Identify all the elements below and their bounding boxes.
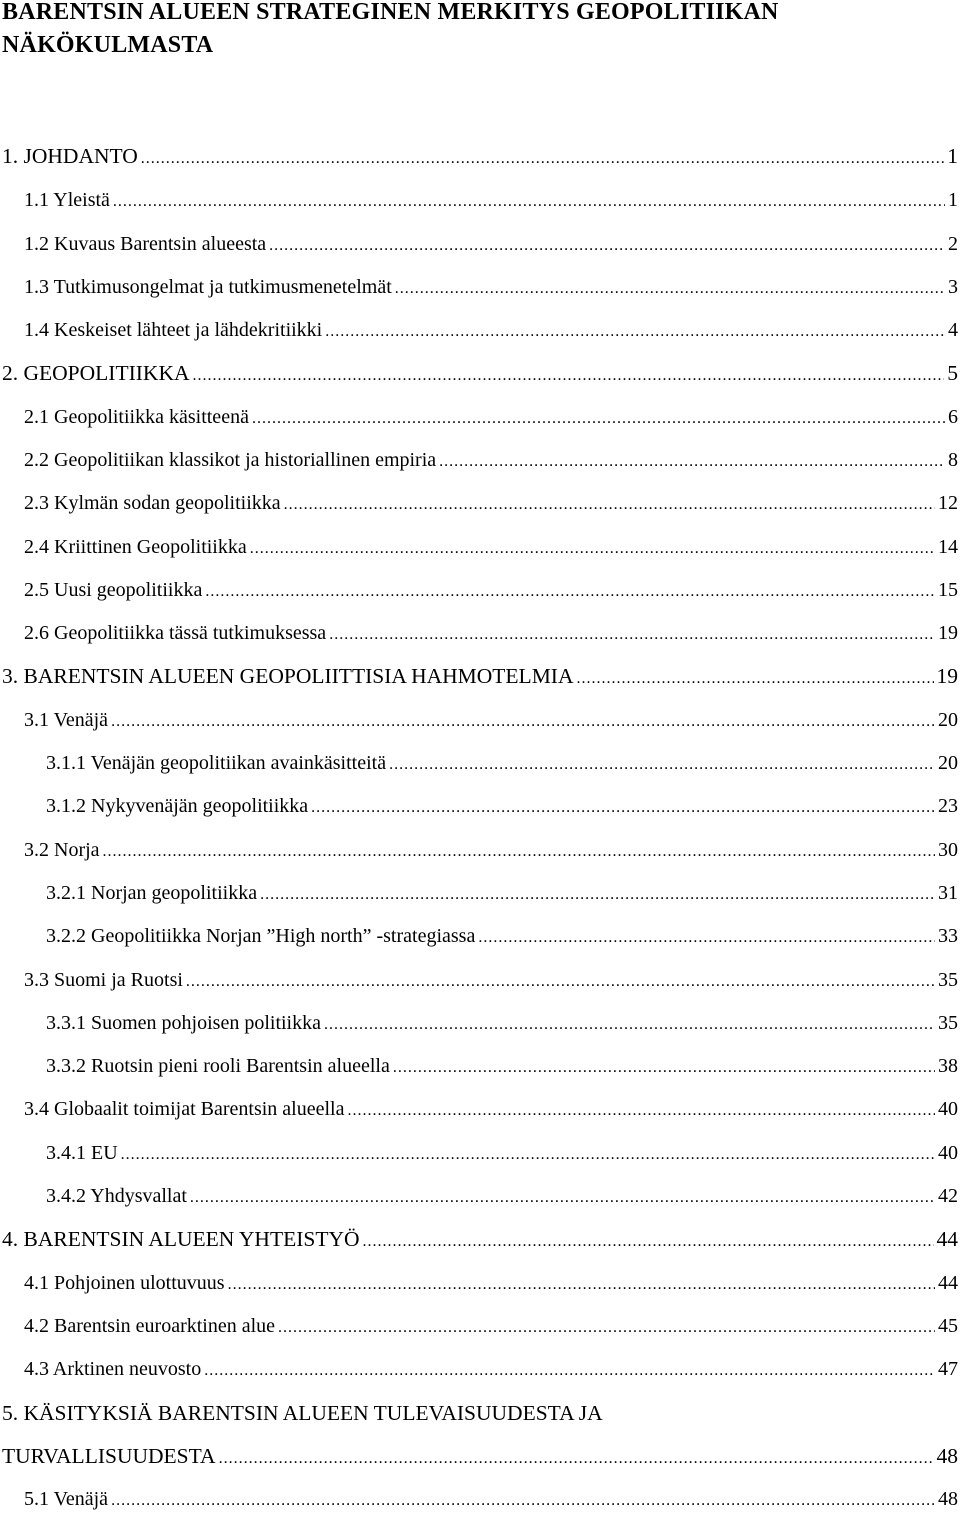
toc-entry[interactable] <box>24 705 960 735</box>
toc-entry-page: 40 <box>938 1142 958 1164</box>
toc-entry-page: 38 <box>938 1055 958 1077</box>
toc-entry-label: 2.3 Kylmän sodan geopolitiikka <box>24 492 281 514</box>
toc-entry-label: 4.1 Pohjoinen ulottuvuus <box>24 1272 225 1294</box>
dot-leader <box>193 361 945 391</box>
toc-entry-page: 48 <box>936 1444 958 1468</box>
toc-entry-label: 1.3 Tutkimusongelmat ja tutkimusmenetelmät <box>24 276 392 298</box>
dot-leader <box>111 1486 935 1516</box>
toc-entry[interactable] <box>24 1484 960 1514</box>
dot-leader <box>219 1444 934 1474</box>
toc-entry[interactable] <box>46 1138 960 1168</box>
toc-entry-label: 3.1.2 Nykyvenäjän geopolitiikka <box>46 795 309 817</box>
toc-entry[interactable] <box>24 835 960 865</box>
dot-leader <box>228 1270 935 1300</box>
toc-entry-label: 2. GEOPOLITIIKKA <box>2 361 190 385</box>
toc-entry[interactable] <box>46 1181 960 1211</box>
dot-leader <box>393 1053 935 1083</box>
toc-entry-page: 40 <box>938 1098 958 1120</box>
toc-entry-page: 5 <box>947 361 958 385</box>
toc-entry[interactable] <box>24 575 960 605</box>
dot-leader <box>329 620 935 650</box>
toc-entry[interactable] <box>24 1268 960 1298</box>
toc-entry-label: 3.2 Norja <box>24 839 100 861</box>
dot-leader <box>103 837 935 867</box>
toc-entry-label: 3.4.1 EU <box>46 1142 118 1164</box>
toc-entry-page: 4 <box>948 319 958 341</box>
toc-entry-label: 3.2.2 Geopolitiikka Norjan ”High north” -strategiassa <box>46 925 476 947</box>
toc-entry-page: 19 <box>938 622 958 644</box>
toc-entry-label: 2.5 Uusi geopolitiikka <box>24 579 203 601</box>
dot-leader <box>395 274 945 304</box>
toc-entry[interactable] <box>24 402 960 432</box>
dot-leader <box>284 490 935 520</box>
toc-entry[interactable] <box>2 358 960 388</box>
toc-entry-page: 31 <box>938 882 958 904</box>
toc-entry-page: 1 <box>947 144 958 168</box>
toc-entry[interactable] <box>24 1354 960 1384</box>
toc-entry[interactable] <box>46 1008 960 1038</box>
toc-entry-page: 2 <box>948 233 958 255</box>
dot-leader <box>577 664 934 694</box>
toc-entry-wrapped-line[interactable]: 5. KÄSITYKSIÄ BARENTSIN ALUEEN TULEVAISUUDESTA JA <box>2 1401 603 1425</box>
toc-entry-page: 33 <box>938 925 958 947</box>
toc-entry-label: 3. BARENTSIN ALUEEN GEOPOLIITTISIA HAHMOTELMIA <box>2 664 574 688</box>
toc-entry[interactable] <box>46 791 960 821</box>
dot-leader <box>324 1010 935 1040</box>
toc-entry-page: 44 <box>936 1227 958 1251</box>
toc-entry-label: 4. BARENTSIN ALUEEN YHTEISTYÖ <box>2 1227 360 1251</box>
toc-entry-page: 12 <box>938 492 958 514</box>
toc-entry-label: TURVALLISUUDESTA <box>2 1444 216 1468</box>
toc-entry-label: 3.3.2 Ruotsin pieni rooli Barentsin alueella <box>46 1055 390 1077</box>
dot-leader <box>278 1313 935 1343</box>
toc-entry-label: 1.2 Kuvaus Barentsin alueesta <box>24 233 267 255</box>
toc-entry[interactable] <box>24 618 960 648</box>
toc-entry-label: 1.1 Yleistä <box>24 189 110 211</box>
toc-entry[interactable] <box>46 748 960 778</box>
toc-entry[interactable] <box>2 1224 960 1254</box>
toc-entry-label: 4.2 Barentsin euroarktinen alue <box>24 1315 276 1337</box>
toc-entry-label: 3.3.1 Suomen pohjoisen politiikka <box>46 1012 321 1034</box>
toc-entry-page: 45 <box>938 1315 958 1337</box>
toc-entry-label: 5.1 Venäjä <box>24 1488 109 1510</box>
dot-leader <box>478 923 935 953</box>
toc-entry-page: 8 <box>948 449 958 471</box>
toc-entry-label: 1.4 Keskeiset lähteet ja lähdekritiikki <box>24 319 323 341</box>
dot-leader <box>252 404 945 434</box>
toc-entry[interactable] <box>2 661 960 691</box>
toc-entry-label: 3.1.1 Venäjän geopolitiikan avainkäsitteitä <box>46 752 387 774</box>
toc-entry[interactable] <box>24 315 960 345</box>
toc-entry-page: 20 <box>938 709 958 731</box>
toc-entry-label: 2.6 Geopolitiikka tässä tutkimuksessa <box>24 622 327 644</box>
toc-entry-label: 2.4 Kriittinen Geopolitiikka <box>24 536 247 558</box>
toc-entry-label: 3.1 Venäjä <box>24 709 109 731</box>
dot-leader <box>269 231 945 261</box>
toc-entry-label: 1. JOHDANTO <box>2 144 138 168</box>
toc-entry-page: 19 <box>936 664 958 688</box>
dot-leader <box>363 1227 934 1257</box>
toc-entry-page: 48 <box>938 1488 958 1510</box>
toc-entry[interactable] <box>24 229 960 259</box>
dot-leader <box>121 1140 935 1170</box>
toc-entry-label: 3.2.1 Norjan geopolitiikka <box>46 882 258 904</box>
toc-entry-page: 1 <box>948 189 958 211</box>
toc-entry[interactable] <box>24 488 960 518</box>
toc-entry[interactable] <box>2 141 960 171</box>
dot-leader <box>205 577 935 607</box>
dot-leader <box>250 534 935 564</box>
toc-entry-page: 23 <box>938 795 958 817</box>
toc-entry[interactable] <box>46 1051 960 1081</box>
toc-entry-page: 14 <box>938 536 958 558</box>
dot-leader <box>113 187 945 217</box>
toc-entry-page: 20 <box>938 752 958 774</box>
toc-entry-page: 3 <box>948 276 958 298</box>
toc-entry-page: 15 <box>938 579 958 601</box>
toc-entry[interactable] <box>24 965 960 995</box>
dot-leader <box>204 1356 935 1386</box>
toc-entry[interactable] <box>24 1311 960 1341</box>
dot-leader <box>260 880 935 910</box>
toc-entry-page: 35 <box>938 1012 958 1034</box>
toc-entry-page: 47 <box>938 1358 958 1380</box>
toc-entry[interactable] <box>46 921 960 951</box>
toc-entry-label: 4.3 Arktinen neuvosto <box>24 1358 202 1380</box>
toc-entry[interactable] <box>24 1094 960 1124</box>
dot-leader <box>389 750 935 780</box>
toc-entry-page: 6 <box>948 406 958 428</box>
toc-entry[interactable] <box>2 1441 960 1471</box>
toc-entry-label: 3.4.2 Yhdysvallat <box>46 1185 187 1207</box>
dot-leader <box>311 793 935 823</box>
toc-entry-label: 3.4 Globaalit toimijat Barentsin alueella <box>24 1098 345 1120</box>
toc-entry-label: 3.3 Suomi ja Ruotsi <box>24 969 183 991</box>
dot-leader <box>111 707 935 737</box>
dot-leader <box>141 144 944 174</box>
dot-leader <box>347 1096 935 1126</box>
document-title: BARENTSIN ALUEEN STRATEGINEN MERKITYS GEOPOLITIIKAN NÄKÖKULMASTA <box>2 0 779 58</box>
toc-entry[interactable] <box>24 272 960 302</box>
toc-entry-label: 2.1 Geopolitiikka käsitteenä <box>24 406 249 428</box>
toc-entry-page: 42 <box>938 1185 958 1207</box>
toc-entry[interactable] <box>24 445 960 475</box>
toc-entry[interactable] <box>46 878 960 908</box>
dot-leader <box>325 317 945 347</box>
dot-leader <box>439 447 945 477</box>
toc-entry[interactable] <box>24 532 960 562</box>
dot-leader <box>190 1183 935 1213</box>
toc-entry-page: 30 <box>938 839 958 861</box>
toc-entry-page: 35 <box>938 969 958 991</box>
toc-entry[interactable] <box>24 185 960 215</box>
toc-entry-page: 44 <box>938 1272 958 1294</box>
dot-leader <box>186 967 935 997</box>
toc-entry-label: 2.2 Geopolitiikan klassikot ja historiallinen empiria <box>24 449 437 471</box>
